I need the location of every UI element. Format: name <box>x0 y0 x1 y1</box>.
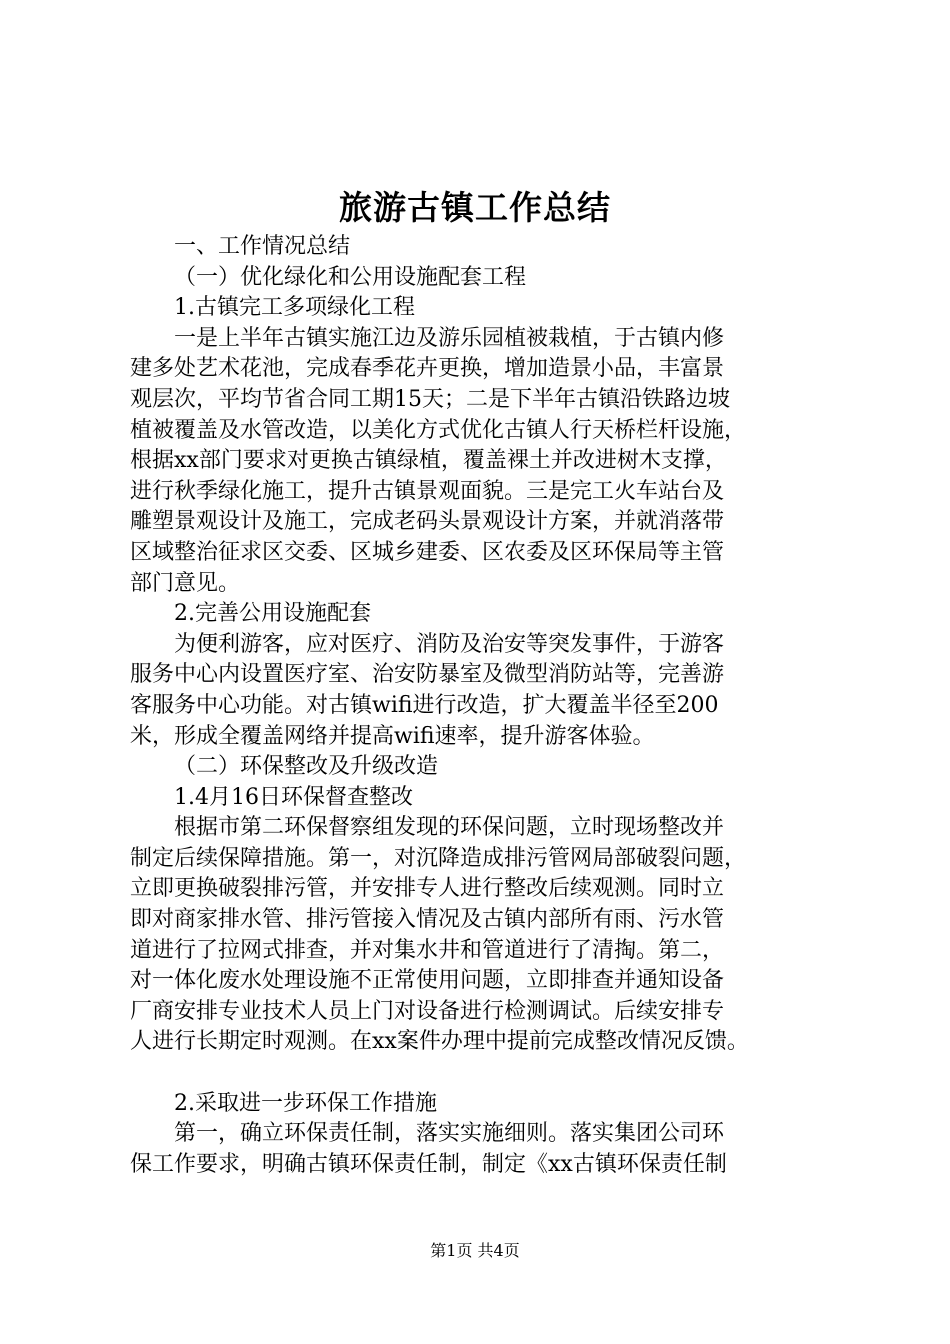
subsection-heading-1: （一）优化绿化和公用设施配套工程 <box>174 264 527 290</box>
paragraph-line: 即对商家排水管、排污管接入情况及古镇内部所有雨、污水管 <box>130 907 725 933</box>
paragraph-line: 区域整治征求区交委、区城乡建委、区农委及区环保局等主管 <box>130 539 725 565</box>
section-heading-1: 一、工作情况总结 <box>174 234 351 259</box>
document-title: 旅游古镇工作总结 <box>339 188 611 227</box>
paragraph-line: 人进行长期定时观测。在xx案件办理中提前完成整改情况反馈。 <box>130 1029 749 1055</box>
paragraph-line: 立即更换破裂排污管，并安排专人进行整改后续观测。同时立 <box>130 876 725 902</box>
paragraph-line: 雕塑景观设计及施工，完成老码头景观设计方案，并就消落带 <box>130 509 725 535</box>
paragraph-line: 植被覆盖及水管改造，以美化方式优化古镇人行天桥栏杆设施， <box>130 417 747 443</box>
page-number-footer: 第1页 共4页 <box>430 1241 520 1260</box>
paragraph-line: 观层次，平均节省合同工期15天；二是下半年古镇沿铁路边坡 <box>130 386 730 412</box>
paragraph-line: 保工作要求，明确古镇环保责任制，制定《xx古镇环保责任制 <box>130 1151 727 1177</box>
item-heading-2-2: 2.采取进一步环保工作措施 <box>174 1090 437 1116</box>
paragraph-inspection <box>130 813 830 1058</box>
paragraph-line: 道进行了拉网式排查，并对集水井和管道进行了清掏。第二， <box>130 937 725 963</box>
paragraph-line: 对一体化废水处理设施不正常使用问题，立即排查并通知设备 <box>130 968 725 994</box>
paragraph-line: 服务中心内设置医疗室、治安防暴室及微型消防站等，完善游 <box>130 662 725 688</box>
paragraph-line: 部门意见。 <box>130 570 241 596</box>
paragraph-line: 厂商安排专业技术人员上门对设备进行检测调试。后续安排专 <box>130 998 725 1024</box>
paragraph-line: 根据xx部门要求对更换古镇绿植，覆盖裸土并改进树木支撑， <box>130 448 727 474</box>
paragraph-line: 米，形成全覆盖网络并提高wifi速率，提升游客体验。 <box>130 723 655 749</box>
item-heading-1-1: 1.古镇完工多项绿化工程 <box>174 295 415 321</box>
paragraph-line: 根据市第二环保督察组发现的环保问题，立时现场整改并 <box>174 815 725 841</box>
paragraph-line: 一是上半年古镇实施江边及游乐园植被栽植，于古镇内修 <box>174 325 725 351</box>
paragraph-line: 制定后续保障措施。第一，对沉降造成排污管网局部破裂问题， <box>130 845 747 871</box>
paragraph-line: 为便利游客，应对医疗、消防及治安等突发事件，于游客 <box>174 631 725 657</box>
blank-line <box>130 1058 830 1089</box>
document-body <box>130 232 830 1180</box>
paragraph-line: 建多处艺术花池，完成春季花卉更换，增加造景小品，丰富景 <box>130 356 725 382</box>
paragraph-greening <box>130 324 830 599</box>
paragraph-line: 客服务中心功能。对古镇wifi进行改造，扩大覆盖半径至200 <box>130 692 719 718</box>
paragraph-measures <box>130 1119 830 1180</box>
subsection-heading-2: （二）环保整改及升级改造 <box>174 754 439 780</box>
paragraph-line: 进行秋季绿化施工，提升古镇景观面貌。三是完工火车站台及 <box>130 478 725 504</box>
item-heading-2-1: 1.4月16日环保督查整改 <box>174 784 413 810</box>
paragraph-facilities <box>130 630 830 752</box>
paragraph-line: 第一，确立环保责任制，落实实施细则。落实集团公司环 <box>174 1121 725 1147</box>
item-heading-1-2: 2.完善公用设施配套 <box>174 601 371 627</box>
